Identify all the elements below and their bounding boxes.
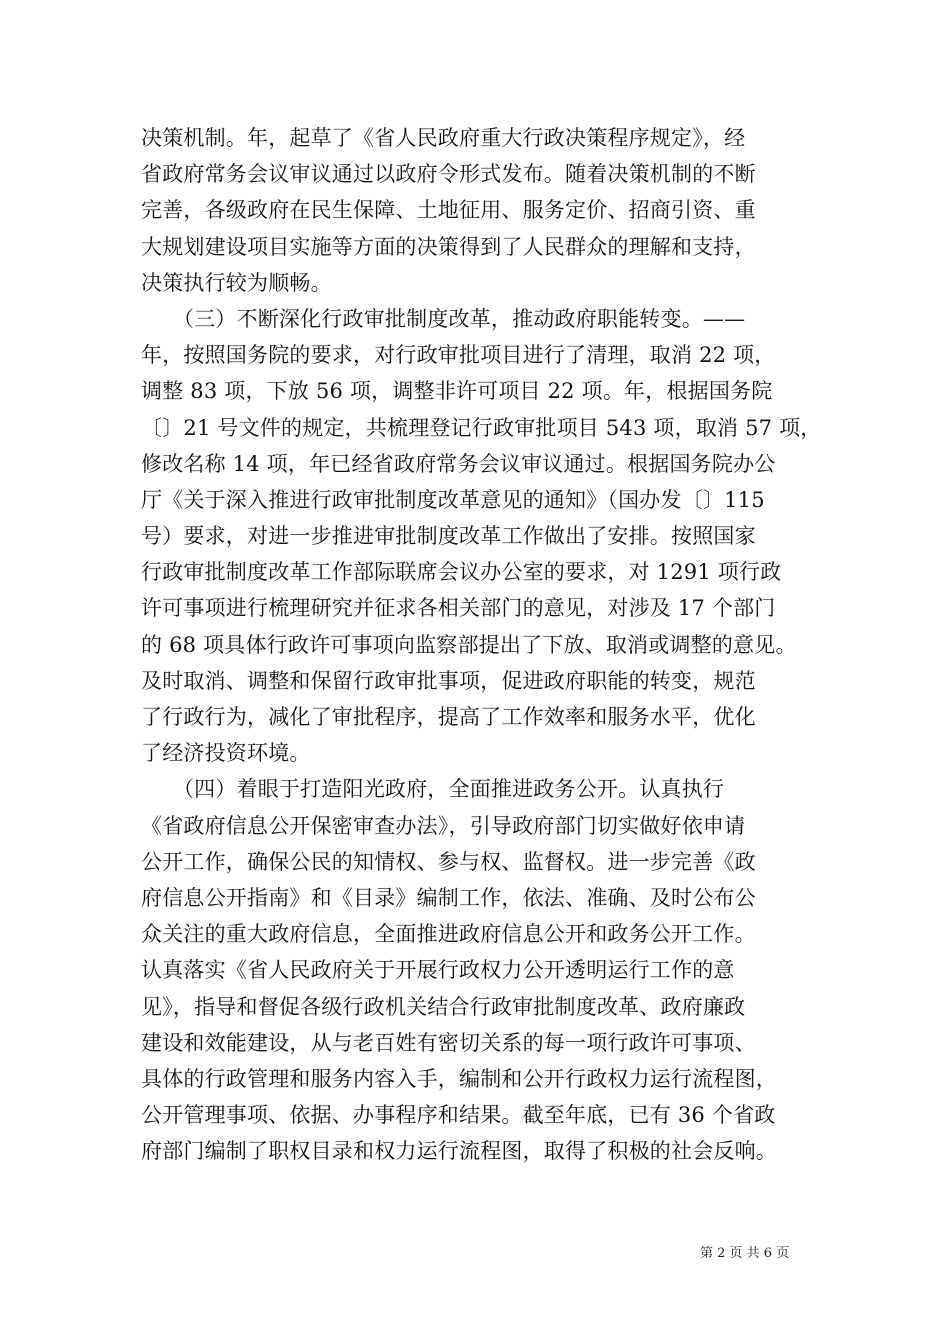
text-line: 的 68 项具体行政许可事项向监察部提出了下放、取消或调整的意见。 — [141, 632, 797, 657]
text-line: 调整 83 项，下放 56 项，调整非许可项目 22 项。年，根据国务院 — [141, 379, 773, 404]
text-line: 众关注的重大政府信息，全面推进政府信息公开和政务公开工作。 — [141, 922, 756, 947]
text-line: 号）要求，对进一步推进审批制度改革工作做出了安排。按照国家 — [141, 524, 756, 549]
text-line: 完善，各级政府在民生保障、土地征用、服务定价、招商引资、重 — [141, 198, 756, 223]
text-line: 府部门编制了职权目录和权力运行流程图，取得了积极的社会反响。 — [141, 1139, 777, 1164]
text-line: 见》，指导和督促各级行政机关结合行政审批制度改革、政府廉政 — [141, 994, 746, 1019]
text-line: 大规划建设项目实施等方面的决策得到了人民群众的理解和支持， — [141, 234, 756, 259]
text-line: 了经济投资环境。 — [141, 741, 311, 766]
text-line: 决策机制。年，起草了《省人民政府重大行政决策程序规定》，经 — [141, 126, 746, 150]
text-line: 具体的行政管理和服务内容入手，编制和公开行政权力运行流程图， — [141, 1066, 777, 1091]
text-line: 公开管理事项、依据、办事程序和结果。截至年底，已有 36 个省政 — [141, 1103, 776, 1128]
text-line: 年，按照国务院的要求，对行政审批项目进行了清理，取消 22 项， — [141, 343, 776, 368]
text-line: 建设和效能建设，从与老百姓有密切关系的每一项行政许可事项、 — [141, 1030, 756, 1055]
text-line: 决策执行较为顺畅。 — [141, 270, 332, 295]
text-line: 认真落实《省人民政府关于开展行政权力公开透明运行工作的意 — [141, 958, 735, 983]
text-line: 修改名称 14 项，年已经省政府常务会议审议通过。根据国务院办公 — [141, 451, 776, 476]
body-text — [141, 120, 821, 1169]
section-heading-line: （四）着眼于打造阳光政府，全面推进政务公开。认真执行 — [141, 777, 725, 802]
text-line: 府信息公开指南》和《目录》编制工作，依法、准确、及时公布公 — [141, 885, 756, 910]
section-heading-line: （三）不断深化行政审批制度改革，推动政府职能转变。—— — [141, 306, 746, 331]
text-line: 《省政府信息公开保密审查办法》，引导政府部门切实做好依申请 — [141, 813, 746, 838]
text-line: 省政府常务会议审议通过以政府令形式发布。随着决策机制的不断 — [141, 162, 756, 187]
text-line: 行政审批制度改革工作部际联席会议办公室的要求，对 1291 项行政 — [141, 560, 782, 585]
text-line: 了行政行为，减化了审批程序，提高了工作效率和服务水平，优化 — [141, 705, 756, 729]
text-line: 厅《关于深入推进行政审批制度改革意见的通知》（国办发〔〕115 — [141, 487, 765, 512]
page-number: 第 2 页 共 6 页 — [700, 1246, 790, 1261]
text-line: 及时取消、调整和保留行政审批事项，促进政府职能的转变，规范 — [141, 668, 756, 693]
text-line: 许可事项进行梳理研究并征求各相关部门的意见，对涉及 17 个部门 — [141, 596, 776, 621]
text-line: 〔〕21 号文件的规定，共梳理登记行政审批项目 543 项，取消 57 项， — [141, 415, 822, 440]
text-line: 公开工作，确保公民的知情权、参与权、监督权。进一步完善《政 — [141, 849, 756, 874]
